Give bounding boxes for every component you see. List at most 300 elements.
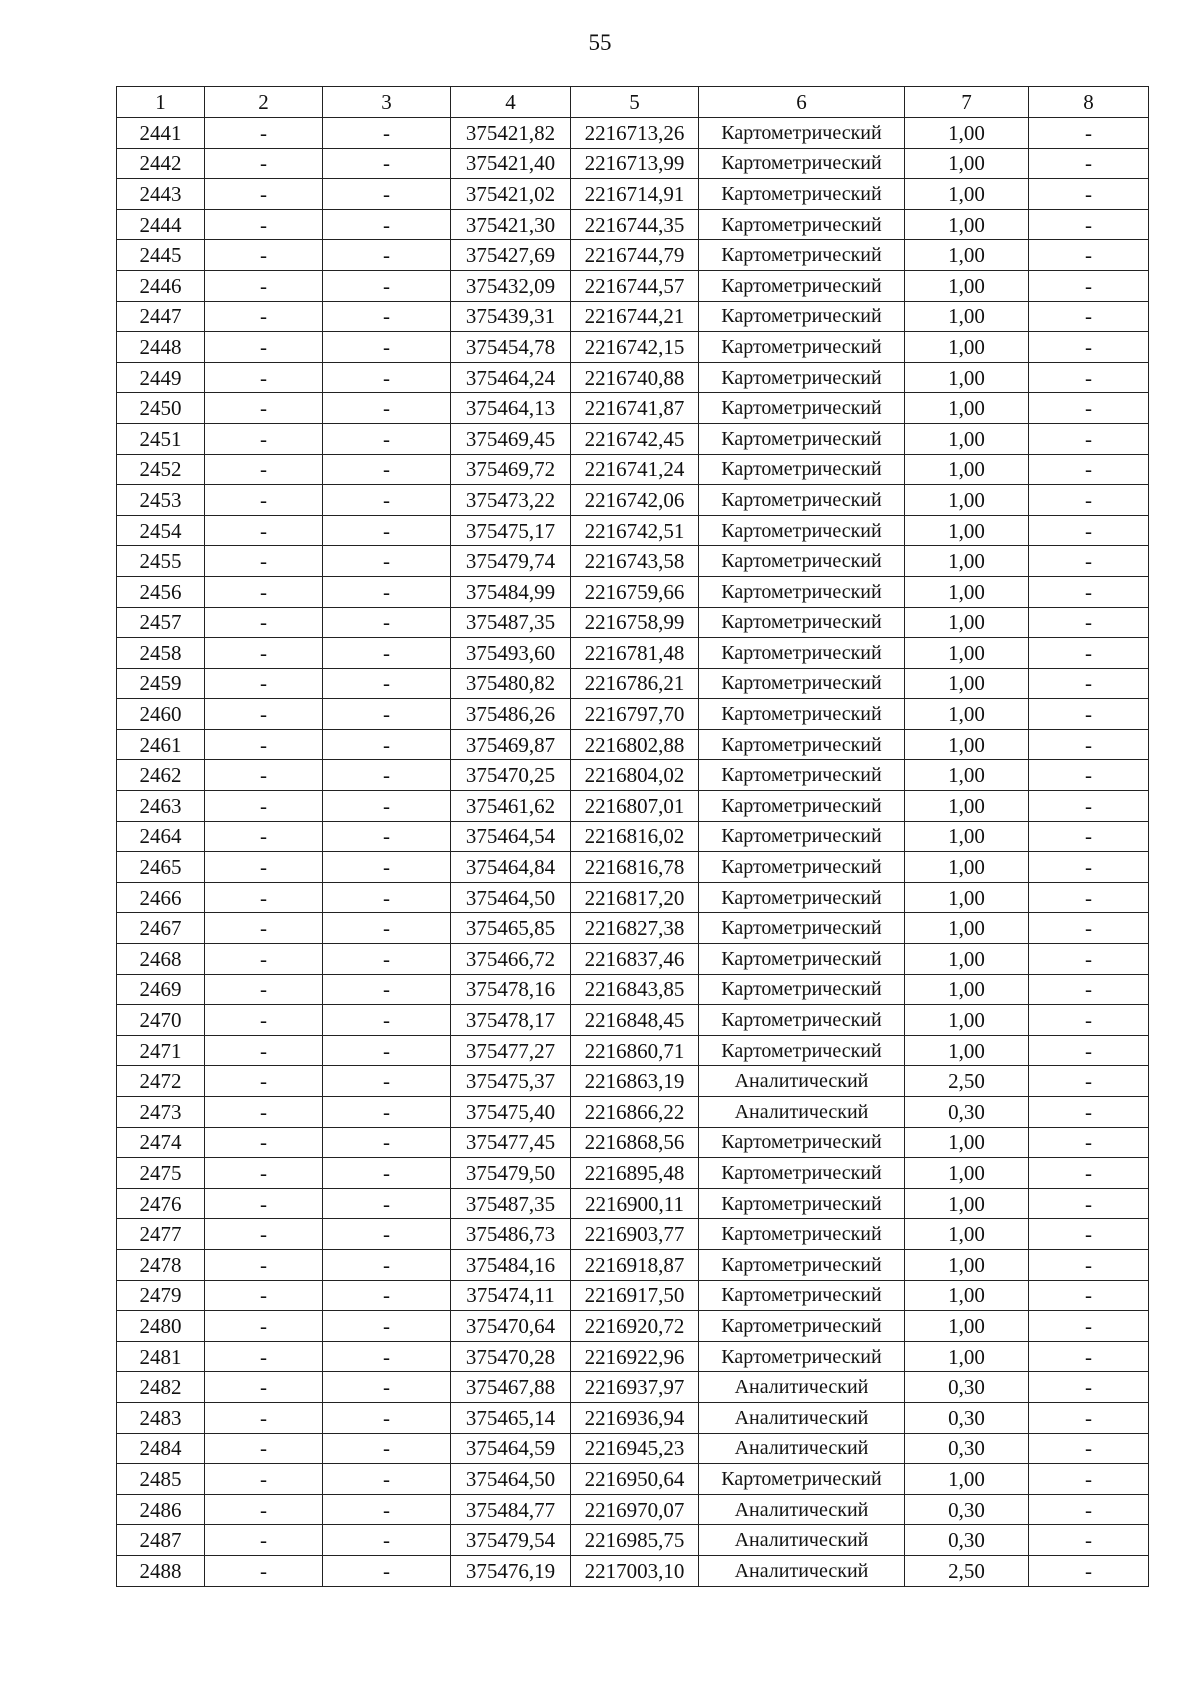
accuracy-cell: 1,00 [905, 882, 1029, 913]
accuracy-cell: 1,00 [905, 852, 1029, 883]
point-number-cell: 2458 [117, 638, 205, 669]
x-coordinate-cell: 375464,84 [451, 852, 571, 883]
point-number-cell: 2462 [117, 760, 205, 791]
point-number-cell: 2476 [117, 1188, 205, 1219]
column-3-cell: - [323, 974, 451, 1005]
x-coordinate-cell: 375470,25 [451, 760, 571, 791]
column-header: 6 [699, 87, 905, 118]
method-cell: Картометрический [699, 760, 905, 791]
column-8-cell: - [1029, 1097, 1149, 1128]
point-number-cell: 2481 [117, 1341, 205, 1372]
x-coordinate-cell: 375465,85 [451, 913, 571, 944]
point-number-cell: 2465 [117, 852, 205, 883]
y-coordinate-cell: 2216741,24 [571, 454, 699, 485]
point-number-cell: 2478 [117, 1249, 205, 1280]
column-3-cell: - [323, 1372, 451, 1403]
column-3-cell: - [323, 729, 451, 760]
x-coordinate-cell: 375487,35 [451, 1188, 571, 1219]
column-2-cell: - [205, 791, 323, 822]
point-number-cell: 2457 [117, 607, 205, 638]
x-coordinate-cell: 375479,74 [451, 546, 571, 577]
method-cell: Картометрический [699, 454, 905, 485]
accuracy-cell: 1,00 [905, 301, 1029, 332]
accuracy-cell: 0,30 [905, 1433, 1029, 1464]
x-coordinate-cell: 375470,28 [451, 1341, 571, 1372]
table-row [117, 852, 1149, 883]
column-8-cell: - [1029, 882, 1149, 913]
y-coordinate-cell: 2216742,15 [571, 332, 699, 363]
column-2-cell: - [205, 1219, 323, 1250]
column-2-cell: - [205, 1035, 323, 1066]
column-2-cell: - [205, 1066, 323, 1097]
y-coordinate-cell: 2216744,79 [571, 240, 699, 271]
y-coordinate-cell: 2216713,99 [571, 148, 699, 179]
column-header: 4 [451, 87, 571, 118]
x-coordinate-cell: 375432,09 [451, 270, 571, 301]
accuracy-cell: 1,00 [905, 454, 1029, 485]
column-8-cell: - [1029, 362, 1149, 393]
accuracy-cell: 1,00 [905, 240, 1029, 271]
column-3-cell: - [323, 515, 451, 546]
x-coordinate-cell: 375475,40 [451, 1097, 571, 1128]
accuracy-cell: 1,00 [905, 1341, 1029, 1372]
method-cell: Картометрический [699, 821, 905, 852]
point-number-cell: 2470 [117, 1005, 205, 1036]
point-number-cell: 2460 [117, 699, 205, 730]
table-row [117, 454, 1149, 485]
accuracy-cell: 1,00 [905, 1127, 1029, 1158]
point-number-cell: 2463 [117, 791, 205, 822]
column-8-cell: - [1029, 270, 1149, 301]
column-8-cell: - [1029, 1341, 1149, 1372]
table-row [117, 729, 1149, 760]
point-number-cell: 2442 [117, 148, 205, 179]
method-cell: Аналитический [699, 1097, 905, 1128]
table-row [117, 270, 1149, 301]
column-3-cell: - [323, 1280, 451, 1311]
table-row [117, 301, 1149, 332]
point-number-cell: 2452 [117, 454, 205, 485]
method-cell: Картометрический [699, 301, 905, 332]
point-number-cell: 2461 [117, 729, 205, 760]
column-8-cell: - [1029, 1249, 1149, 1280]
column-3-cell: - [323, 485, 451, 516]
column-header: 3 [323, 87, 451, 118]
column-3-cell: - [323, 1219, 451, 1250]
table-row [117, 1035, 1149, 1066]
column-3-cell: - [323, 454, 451, 485]
table-row [117, 1158, 1149, 1189]
x-coordinate-cell: 375427,69 [451, 240, 571, 271]
column-2-cell: - [205, 852, 323, 883]
column-2-cell: - [205, 1341, 323, 1372]
column-3-cell: - [323, 668, 451, 699]
column-2-cell: - [205, 1433, 323, 1464]
method-cell: Картометрический [699, 1341, 905, 1372]
accuracy-cell: 1,00 [905, 944, 1029, 975]
column-8-cell: - [1029, 1005, 1149, 1036]
point-number-cell: 2486 [117, 1494, 205, 1525]
method-cell: Картометрический [699, 638, 905, 669]
y-coordinate-cell: 2216936,94 [571, 1402, 699, 1433]
table-row [117, 1005, 1149, 1036]
method-cell: Картометрический [699, 1127, 905, 1158]
method-cell: Картометрический [699, 852, 905, 883]
column-8-cell: - [1029, 240, 1149, 271]
method-cell: Картометрический [699, 515, 905, 546]
y-coordinate-cell: 2216863,19 [571, 1066, 699, 1097]
table-row [117, 423, 1149, 454]
column-8-cell: - [1029, 1402, 1149, 1433]
accuracy-cell: 1,00 [905, 1035, 1029, 1066]
method-cell: Картометрический [699, 179, 905, 210]
table-row [117, 944, 1149, 975]
table-row [117, 332, 1149, 363]
column-8-cell: - [1029, 332, 1149, 363]
x-coordinate-cell: 375467,88 [451, 1372, 571, 1403]
accuracy-cell: 1,00 [905, 729, 1029, 760]
column-2-cell: - [205, 638, 323, 669]
column-2-cell: - [205, 1311, 323, 1342]
accuracy-cell: 1,00 [905, 515, 1029, 546]
coordinates-table [116, 86, 1149, 1587]
column-8-cell: - [1029, 1494, 1149, 1525]
column-header: 5 [571, 87, 699, 118]
method-cell: Картометрический [699, 546, 905, 577]
column-8-cell: - [1029, 913, 1149, 944]
point-number-cell: 2450 [117, 393, 205, 424]
column-2-cell: - [205, 393, 323, 424]
y-coordinate-cell: 2216866,22 [571, 1097, 699, 1128]
y-coordinate-cell: 2216922,96 [571, 1341, 699, 1372]
accuracy-cell: 1,00 [905, 209, 1029, 240]
method-cell: Аналитический [699, 1402, 905, 1433]
column-3-cell: - [323, 699, 451, 730]
method-cell: Картометрический [699, 1188, 905, 1219]
column-8-cell: - [1029, 1280, 1149, 1311]
table-row [117, 393, 1149, 424]
x-coordinate-cell: 375464,59 [451, 1433, 571, 1464]
point-number-cell: 2468 [117, 944, 205, 975]
x-coordinate-cell: 375474,11 [451, 1280, 571, 1311]
accuracy-cell: 1,00 [905, 118, 1029, 149]
accuracy-cell: 2,50 [905, 1066, 1029, 1097]
x-coordinate-cell: 375454,78 [451, 332, 571, 363]
x-coordinate-cell: 375475,17 [451, 515, 571, 546]
y-coordinate-cell: 2216827,38 [571, 913, 699, 944]
column-2-cell: - [205, 209, 323, 240]
x-coordinate-cell: 375477,45 [451, 1127, 571, 1158]
point-number-cell: 2441 [117, 118, 205, 149]
column-8-cell: - [1029, 974, 1149, 1005]
accuracy-cell: 1,00 [905, 148, 1029, 179]
column-3-cell: - [323, 1525, 451, 1556]
accuracy-cell: 1,00 [905, 332, 1029, 363]
y-coordinate-cell: 2216797,70 [571, 699, 699, 730]
column-8-cell: - [1029, 485, 1149, 516]
y-coordinate-cell: 2216743,58 [571, 546, 699, 577]
column-8-cell: - [1029, 1158, 1149, 1189]
y-coordinate-cell: 2216759,66 [571, 576, 699, 607]
x-coordinate-cell: 375470,64 [451, 1311, 571, 1342]
column-3-cell: - [323, 423, 451, 454]
accuracy-cell: 1,00 [905, 1158, 1029, 1189]
accuracy-cell: 1,00 [905, 1005, 1029, 1036]
method-cell: Аналитический [699, 1494, 905, 1525]
point-number-cell: 2466 [117, 882, 205, 913]
method-cell: Аналитический [699, 1372, 905, 1403]
column-2-cell: - [205, 423, 323, 454]
point-number-cell: 2455 [117, 546, 205, 577]
method-cell: Аналитический [699, 1066, 905, 1097]
accuracy-cell: 0,30 [905, 1402, 1029, 1433]
point-number-cell: 2475 [117, 1158, 205, 1189]
method-cell: Картометрический [699, 576, 905, 607]
y-coordinate-cell: 2216837,46 [571, 944, 699, 975]
y-coordinate-cell: 2216917,50 [571, 1280, 699, 1311]
accuracy-cell: 1,00 [905, 607, 1029, 638]
column-8-cell: - [1029, 1464, 1149, 1495]
column-3-cell: - [323, 1005, 451, 1036]
point-number-cell: 2474 [117, 1127, 205, 1158]
y-coordinate-cell: 2216816,02 [571, 821, 699, 852]
column-2-cell: - [205, 485, 323, 516]
x-coordinate-cell: 375469,72 [451, 454, 571, 485]
accuracy-cell: 0,30 [905, 1097, 1029, 1128]
column-2-cell: - [205, 1555, 323, 1586]
y-coordinate-cell: 2216804,02 [571, 760, 699, 791]
column-2-cell: - [205, 1097, 323, 1128]
method-cell: Картометрический [699, 1464, 905, 1495]
column-2-cell: - [205, 974, 323, 1005]
point-number-cell: 2477 [117, 1219, 205, 1250]
x-coordinate-cell: 375473,22 [451, 485, 571, 516]
column-2-cell: - [205, 1494, 323, 1525]
accuracy-cell: 1,00 [905, 423, 1029, 454]
method-cell: Картометрический [699, 423, 905, 454]
column-3-cell: - [323, 1464, 451, 1495]
accuracy-cell: 1,00 [905, 791, 1029, 822]
method-cell: Картометрический [699, 393, 905, 424]
column-8-cell: - [1029, 1525, 1149, 1556]
x-coordinate-cell: 375421,02 [451, 179, 571, 210]
y-coordinate-cell: 2216970,07 [571, 1494, 699, 1525]
column-8-cell: - [1029, 1433, 1149, 1464]
column-8-cell: - [1029, 454, 1149, 485]
method-cell: Картометрический [699, 974, 905, 1005]
column-2-cell: - [205, 515, 323, 546]
table-row [117, 515, 1149, 546]
column-3-cell: - [323, 546, 451, 577]
table-row [117, 1433, 1149, 1464]
method-cell: Картометрический [699, 332, 905, 363]
table-row [117, 546, 1149, 577]
table-row [117, 485, 1149, 516]
method-cell: Картометрический [699, 668, 905, 699]
y-coordinate-cell: 2216807,01 [571, 791, 699, 822]
column-2-cell: - [205, 1280, 323, 1311]
accuracy-cell: 1,00 [905, 546, 1029, 577]
column-2-cell: - [205, 576, 323, 607]
column-2-cell: - [205, 240, 323, 271]
accuracy-cell: 1,00 [905, 270, 1029, 301]
point-number-cell: 2448 [117, 332, 205, 363]
column-8-cell: - [1029, 1127, 1149, 1158]
method-cell: Картометрический [699, 729, 905, 760]
x-coordinate-cell: 375478,16 [451, 974, 571, 1005]
y-coordinate-cell: 2216895,48 [571, 1158, 699, 1189]
column-3-cell: - [323, 760, 451, 791]
column-8-cell: - [1029, 944, 1149, 975]
y-coordinate-cell: 2216802,88 [571, 729, 699, 760]
x-coordinate-cell: 375465,14 [451, 1402, 571, 1433]
column-2-cell: - [205, 882, 323, 913]
y-coordinate-cell: 2216786,21 [571, 668, 699, 699]
point-number-cell: 2449 [117, 362, 205, 393]
y-coordinate-cell: 2216903,77 [571, 1219, 699, 1250]
column-2-cell: - [205, 699, 323, 730]
accuracy-cell: 1,00 [905, 576, 1029, 607]
column-3-cell: - [323, 1035, 451, 1066]
column-3-cell: - [323, 1341, 451, 1372]
method-cell: Картометрический [699, 607, 905, 638]
method-cell: Картометрический [699, 1280, 905, 1311]
column-3-cell: - [323, 209, 451, 240]
column-8-cell: - [1029, 148, 1149, 179]
y-coordinate-cell: 2216740,88 [571, 362, 699, 393]
accuracy-cell: 1,00 [905, 638, 1029, 669]
y-coordinate-cell: 2216744,57 [571, 270, 699, 301]
column-2-cell: - [205, 332, 323, 363]
column-2-cell: - [205, 148, 323, 179]
accuracy-cell: 1,00 [905, 362, 1029, 393]
column-3-cell: - [323, 821, 451, 852]
column-2-cell: - [205, 607, 323, 638]
y-coordinate-cell: 2216937,97 [571, 1372, 699, 1403]
accuracy-cell: 1,00 [905, 1311, 1029, 1342]
method-cell: Картометрический [699, 485, 905, 516]
column-2-cell: - [205, 270, 323, 301]
table-body [117, 118, 1149, 1587]
column-8-cell: - [1029, 699, 1149, 730]
x-coordinate-cell: 375466,72 [451, 944, 571, 975]
column-3-cell: - [323, 638, 451, 669]
x-coordinate-cell: 375464,24 [451, 362, 571, 393]
table-row [117, 1127, 1149, 1158]
column-8-cell: - [1029, 852, 1149, 883]
method-cell: Аналитический [699, 1555, 905, 1586]
method-cell: Аналитический [699, 1433, 905, 1464]
table-header-row [117, 87, 1149, 118]
column-8-cell: - [1029, 301, 1149, 332]
accuracy-cell: 1,00 [905, 974, 1029, 1005]
point-number-cell: 2467 [117, 913, 205, 944]
method-cell: Картометрический [699, 699, 905, 730]
y-coordinate-cell: 2216744,21 [571, 301, 699, 332]
column-2-cell: - [205, 1188, 323, 1219]
x-coordinate-cell: 375487,35 [451, 607, 571, 638]
column-3-cell: - [323, 118, 451, 149]
column-3-cell: - [323, 1249, 451, 1280]
x-coordinate-cell: 375421,30 [451, 209, 571, 240]
column-2-cell: - [205, 1372, 323, 1403]
column-8-cell: - [1029, 791, 1149, 822]
column-3-cell: - [323, 1402, 451, 1433]
y-coordinate-cell: 2216920,72 [571, 1311, 699, 1342]
column-8-cell: - [1029, 1219, 1149, 1250]
x-coordinate-cell: 375464,13 [451, 393, 571, 424]
y-coordinate-cell: 2216950,64 [571, 1464, 699, 1495]
point-number-cell: 2482 [117, 1372, 205, 1403]
table-row [117, 1372, 1149, 1403]
accuracy-cell: 1,00 [905, 1464, 1029, 1495]
y-coordinate-cell: 2216781,48 [571, 638, 699, 669]
accuracy-cell: 1,00 [905, 760, 1029, 791]
x-coordinate-cell: 375493,60 [451, 638, 571, 669]
accuracy-cell: 1,00 [905, 1219, 1029, 1250]
method-cell: Картометрический [699, 791, 905, 822]
x-coordinate-cell: 375486,26 [451, 699, 571, 730]
x-coordinate-cell: 375478,17 [451, 1005, 571, 1036]
column-8-cell: - [1029, 179, 1149, 210]
column-3-cell: - [323, 913, 451, 944]
x-coordinate-cell: 375479,54 [451, 1525, 571, 1556]
accuracy-cell: 1,00 [905, 821, 1029, 852]
point-number-cell: 2456 [117, 576, 205, 607]
column-8-cell: - [1029, 546, 1149, 577]
x-coordinate-cell: 375464,54 [451, 821, 571, 852]
column-3-cell: - [323, 1555, 451, 1586]
accuracy-cell: 1,00 [905, 485, 1029, 516]
column-header: 2 [205, 87, 323, 118]
column-2-cell: - [205, 1402, 323, 1433]
table-row [117, 209, 1149, 240]
y-coordinate-cell: 2216985,75 [571, 1525, 699, 1556]
table-row [117, 974, 1149, 1005]
accuracy-cell: 2,50 [905, 1555, 1029, 1586]
column-2-cell: - [205, 913, 323, 944]
point-number-cell: 2454 [117, 515, 205, 546]
column-2-cell: - [205, 546, 323, 577]
x-coordinate-cell: 375484,99 [451, 576, 571, 607]
column-2-cell: - [205, 301, 323, 332]
column-2-cell: - [205, 760, 323, 791]
column-8-cell: - [1029, 821, 1149, 852]
column-3-cell: - [323, 1097, 451, 1128]
x-coordinate-cell: 375439,31 [451, 301, 571, 332]
table-row [117, 607, 1149, 638]
table-row [117, 1249, 1149, 1280]
point-number-cell: 2451 [117, 423, 205, 454]
column-8-cell: - [1029, 1035, 1149, 1066]
column-header: 1 [117, 87, 205, 118]
column-8-cell: - [1029, 760, 1149, 791]
column-3-cell: - [323, 393, 451, 424]
point-number-cell: 2443 [117, 179, 205, 210]
x-coordinate-cell: 375421,40 [451, 148, 571, 179]
column-2-cell: - [205, 454, 323, 485]
table-row [117, 118, 1149, 149]
column-8-cell: - [1029, 118, 1149, 149]
column-2-cell: - [205, 1158, 323, 1189]
point-number-cell: 2484 [117, 1433, 205, 1464]
point-number-cell: 2473 [117, 1097, 205, 1128]
table-row [117, 1066, 1149, 1097]
point-number-cell: 2480 [117, 1311, 205, 1342]
column-3-cell: - [323, 301, 451, 332]
column-8-cell: - [1029, 1372, 1149, 1403]
method-cell: Картометрический [699, 913, 905, 944]
